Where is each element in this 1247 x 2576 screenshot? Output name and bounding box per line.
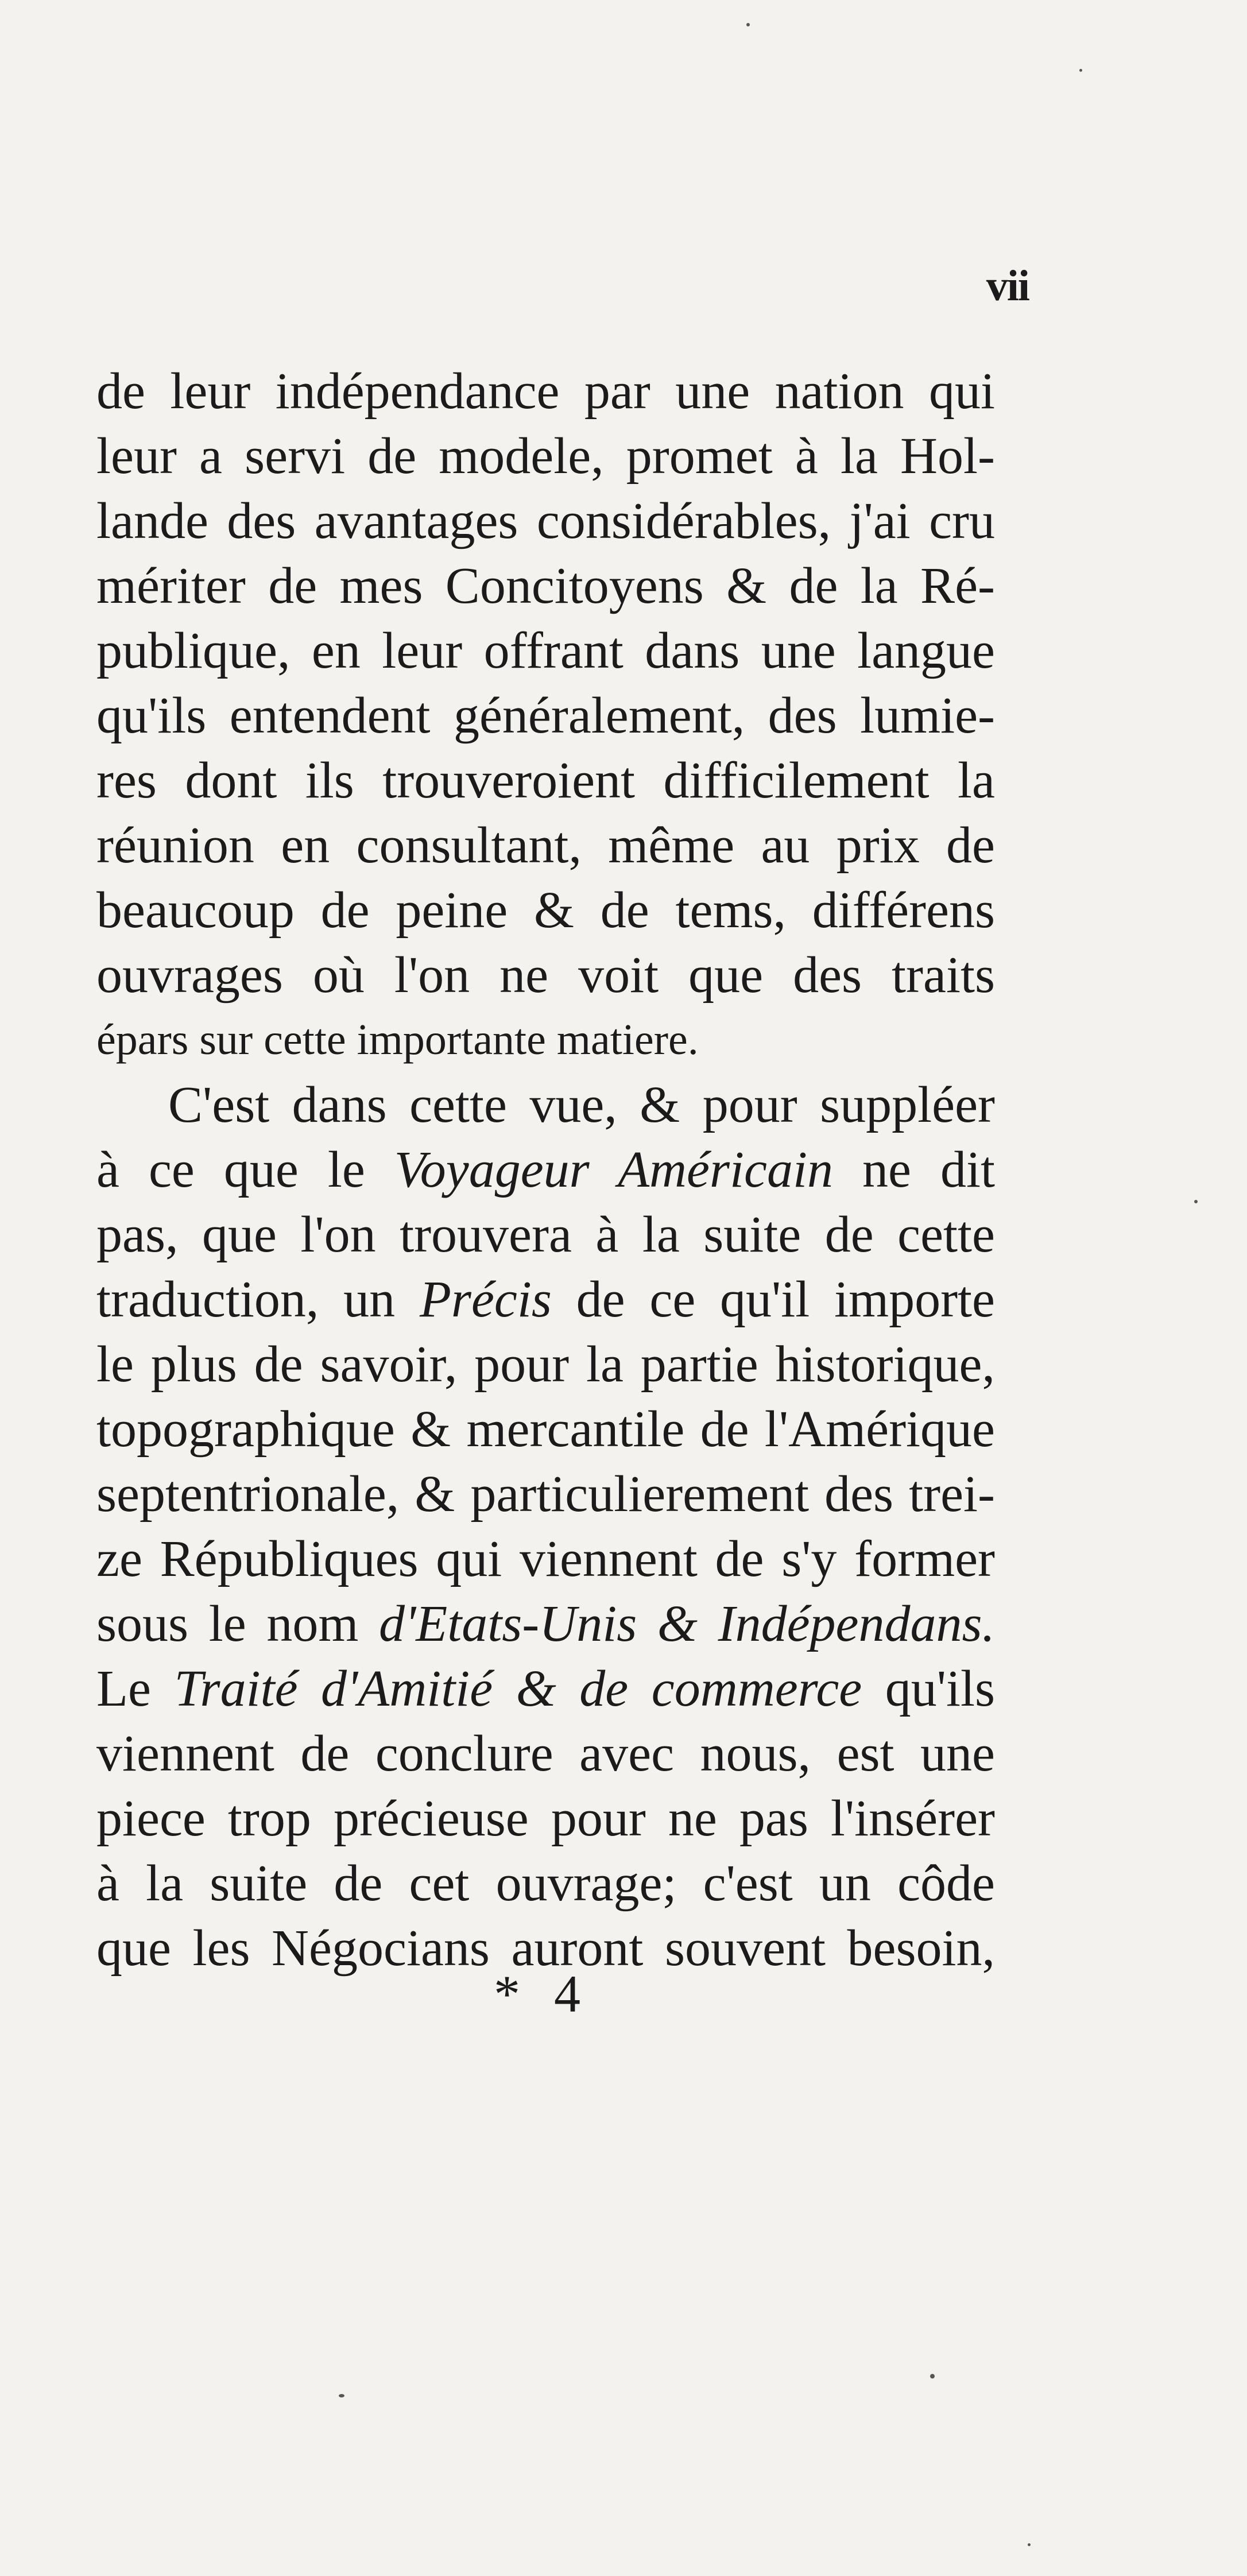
ink-speck — [339, 2394, 344, 2397]
text-segment: ne dit — [832, 1141, 995, 1198]
ink-speck — [930, 2374, 935, 2379]
text-line: viennent de conclure avec nous, est une — [96, 1725, 995, 1782]
italic-title: Traité d'Amitié & de commerce — [174, 1660, 862, 1717]
text-line — [96, 1137, 995, 1202]
text-line: que les Négocians auront souvent besoin, — [96, 1920, 995, 1977]
text-line: de leur indépendance par une nation qui — [96, 363, 995, 420]
text-line: qu'ils entendent généralement, des lumie- — [96, 687, 995, 744]
italic-title: Voyageur Américain — [394, 1141, 833, 1198]
text-line: septentrionale, & particulierement des trei- — [96, 1466, 995, 1523]
ink-speck — [746, 23, 750, 26]
text-line: lande des avantages considérables, j'ai cru — [96, 493, 995, 549]
ink-speck — [1194, 1200, 1198, 1203]
text-line: le plus de savoir, pour la partie historique, — [96, 1336, 995, 1393]
text-line: à la suite de cet ouvrage; c'est un côde — [96, 1855, 995, 1912]
text-segment: sous le nom — [96, 1595, 379, 1652]
text-line — [96, 1591, 995, 1656]
text-line: publique, en leur offrant dans une langue — [96, 622, 995, 679]
italic-title: Précis — [419, 1271, 552, 1328]
text-line: pas, que l'on trouvera à la suite de cette — [96, 1206, 995, 1263]
text-line: réunion en consultant, même au prix de — [96, 817, 995, 874]
text-line: piece trop précieuse pour ne pas l'insérer — [96, 1790, 995, 1847]
text-line — [96, 1656, 995, 1721]
text-line: beaucoup de peine & de tems, différens — [96, 882, 995, 939]
text-segment: traduction, un — [96, 1271, 420, 1328]
text-segment: à ce que le — [96, 1141, 394, 1198]
text-line: res dont ils trouveroient difficilement la — [96, 752, 995, 809]
signature-mark: * 4 — [494, 1965, 591, 2023]
page-number: vii — [986, 262, 1029, 310]
text-segment: Le — [96, 1660, 175, 1717]
ink-speck — [1079, 69, 1082, 72]
italic-title: d'Etats-Unis & Indépendans. — [379, 1595, 995, 1652]
text-line: ouvrages où l'on ne voit que des traits — [96, 947, 995, 1004]
text-line: ze Républiques qui viennent de s'y former — [96, 1531, 995, 1587]
text-segment: qu'ils — [862, 1660, 995, 1717]
text-line: leur a servi de modele, promet à la Hol- — [96, 428, 995, 485]
paragraph-end-line: épars sur cette importante matiere. — [96, 1016, 699, 1064]
text-segment: de ce qu'il importe — [551, 1271, 995, 1328]
ink-speck — [1028, 2543, 1031, 2546]
text-line — [96, 1267, 995, 1332]
paragraph-start-line: C'est dans cette vue, & pour suppléer — [168, 1076, 995, 1133]
text-line: topographique & mercantile de l'Amérique — [96, 1401, 995, 1458]
body-text — [96, 359, 995, 1981]
text-line: mériter de mes Concitoyens & de la Ré- — [96, 557, 995, 614]
